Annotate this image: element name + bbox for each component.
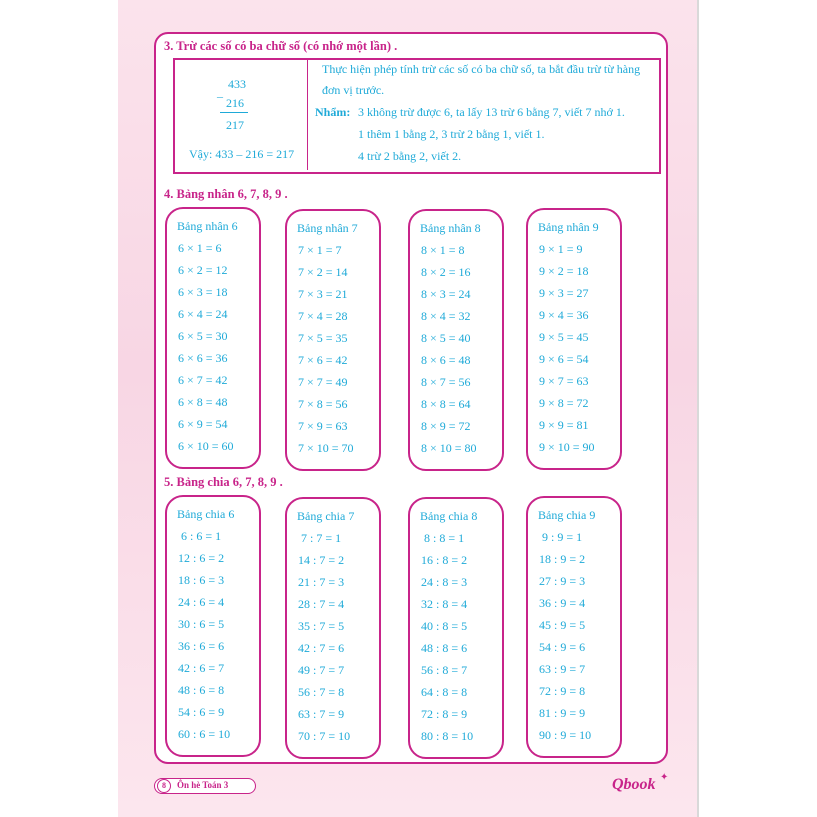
table-row: 9 × 1 = 9 — [539, 242, 583, 256]
multiplication-table-box — [165, 207, 261, 469]
calc-result: 217 — [226, 118, 244, 132]
table-row: 7 × 7 = 49 — [298, 375, 348, 389]
table-row: 49 : 7 = 7 — [298, 663, 345, 677]
table-row: 54 : 6 = 9 — [178, 705, 225, 719]
table-row: 8 × 2 = 16 — [421, 265, 471, 279]
table-row: 8 × 5 = 40 — [421, 331, 471, 345]
table-title: Bảng chia 9 — [538, 508, 596, 522]
division-table-box — [408, 497, 504, 759]
table-row: 9 × 10 = 90 — [539, 440, 595, 454]
table-row: 24 : 6 = 4 — [178, 595, 225, 609]
table-row: 6 × 2 = 12 — [178, 263, 228, 277]
table-title: Bảng nhân 8 — [420, 221, 481, 235]
table-row: 36 : 9 = 4 — [539, 596, 586, 610]
table-row: 42 : 6 = 7 — [178, 661, 225, 675]
table-row: 56 : 8 = 7 — [421, 663, 468, 677]
calc-underline — [220, 112, 248, 113]
table-row: 6 × 8 = 48 — [178, 395, 228, 409]
nham-label: Nhẩm: — [315, 105, 351, 119]
table-row: 48 : 8 = 6 — [421, 641, 468, 655]
qbook-logo: Qbook — [612, 776, 656, 793]
table-row: 9 × 4 = 36 — [539, 308, 589, 322]
division-table-box — [285, 497, 381, 759]
table-row: 16 : 8 = 2 — [421, 553, 468, 567]
table-row: 6 : 6 = 1 — [178, 529, 222, 543]
table-row: 8 × 3 = 24 — [421, 287, 471, 301]
table-row: 54 : 9 = 6 — [539, 640, 586, 654]
multiplication-table-box — [408, 209, 504, 471]
division-table-box — [165, 495, 261, 757]
table-row: 18 : 9 = 2 — [539, 552, 586, 566]
table-row: 8 × 10 = 80 — [421, 441, 477, 455]
table-row: 64 : 8 = 8 — [421, 685, 468, 699]
explain-line-4: 1 thêm 1 bằng 2, 3 trừ 2 bằng 1, viết 1. — [358, 127, 545, 141]
footer-tab — [154, 778, 256, 794]
calc-minuend: 433 — [228, 77, 246, 91]
table-row: 7 × 6 = 42 — [298, 353, 348, 367]
table-row: 7 × 1 = 7 — [298, 243, 342, 257]
table-title: Bảng nhân 7 — [297, 221, 358, 235]
table-row: 27 : 9 = 3 — [539, 574, 586, 588]
table-row: 42 : 7 = 6 — [298, 641, 345, 655]
calc-minus-sign: _ — [217, 85, 223, 99]
table-row: 8 × 1 = 8 — [421, 243, 465, 257]
table-row: 18 : 6 = 3 — [178, 573, 225, 587]
table-row: 8 : 8 = 1 — [421, 531, 465, 545]
subtraction-divider — [307, 60, 308, 170]
table-row: 8 × 7 = 56 — [421, 375, 471, 389]
table-row: 6 × 10 = 60 — [178, 439, 234, 453]
table-title: Bảng chia 6 — [177, 507, 235, 521]
explain-line-5: 4 trừ 2 bằng 2, viết 2. — [358, 149, 462, 163]
table-row: 9 × 3 = 27 — [539, 286, 589, 300]
section5-title: 5. Bảng chia 6, 7, 8, 9 . — [164, 475, 283, 489]
table-title: Bảng chia 8 — [420, 509, 478, 523]
table-row: 7 × 3 = 21 — [298, 287, 348, 301]
table-row: 9 × 9 = 81 — [539, 418, 589, 432]
table-row: 40 : 8 = 5 — [421, 619, 468, 633]
table-row: 30 : 6 = 5 — [178, 617, 225, 631]
table-row: 6 × 7 = 42 — [178, 373, 228, 387]
table-title: Bảng chia 7 — [297, 509, 355, 523]
table-row: 6 × 5 = 30 — [178, 329, 228, 343]
table-row: 28 : 7 = 4 — [298, 597, 345, 611]
section4-title: 4. Bảng nhân 6, 7, 8, 9 . — [164, 187, 288, 201]
page-edge — [697, 0, 699, 817]
table-row: 9 × 6 = 54 — [539, 352, 589, 366]
table-row: 72 : 9 = 8 — [539, 684, 586, 698]
table-row: 6 × 9 = 54 — [178, 417, 228, 431]
table-title: Bảng nhân 9 — [538, 220, 599, 234]
table-row: 72 : 8 = 9 — [421, 707, 468, 721]
table-row: 32 : 8 = 4 — [421, 597, 468, 611]
multiplication-table-box — [285, 209, 381, 471]
explain-line-2: đơn vị trước. — [322, 83, 385, 97]
table-row: 8 × 8 = 64 — [421, 397, 471, 411]
table-row: 9 × 7 = 63 — [539, 374, 589, 388]
table-row: 6 × 4 = 24 — [178, 307, 228, 321]
table-row: 7 × 10 = 70 — [298, 441, 354, 455]
table-row: 60 : 6 = 10 — [178, 727, 231, 741]
book-title: Ôn hè Toán 3 — [177, 780, 229, 790]
explain-line-3: 3 không trừ được 6, ta lấy 13 trừ 6 bằng 7, viết 7 nhớ 1. — [358, 105, 625, 119]
table-row: 8 × 9 = 72 — [421, 419, 471, 433]
table-row: 35 : 7 = 5 — [298, 619, 345, 633]
table-row: 9 × 8 = 72 — [539, 396, 589, 410]
explain-line-1: Thực hiện phép tính trừ các số có ba chữ số, ta bắt đầu trừ từ hàng — [322, 62, 641, 76]
table-row: 14 : 7 = 2 — [298, 553, 345, 567]
logo-star-icon: ✦ — [660, 772, 669, 783]
table-row: 6 × 1 = 6 — [178, 241, 222, 255]
table-row: 8 × 6 = 48 — [421, 353, 471, 367]
table-row: 21 : 7 = 3 — [298, 575, 345, 589]
table-row: 70 : 7 = 10 — [298, 729, 351, 743]
table-row: 9 × 5 = 45 — [539, 330, 589, 344]
table-row: 63 : 7 = 9 — [298, 707, 345, 721]
table-row: 9 : 9 = 1 — [539, 530, 583, 544]
table-row: 12 : 6 = 2 — [178, 551, 225, 565]
table-row: 56 : 7 = 8 — [298, 685, 345, 699]
table-title: Bảng nhân 6 — [177, 219, 238, 233]
section3-title: 3. Trừ các số có ba chữ số (có nhớ một lần) . — [164, 39, 398, 53]
table-row: 7 × 2 = 14 — [298, 265, 348, 279]
table-row: 7 × 4 = 28 — [298, 309, 348, 323]
page-number: 8 — [157, 779, 171, 793]
table-row: 24 : 8 = 3 — [421, 575, 468, 589]
calc-subtrahend: 216 — [226, 96, 244, 110]
table-row: 81 : 9 = 9 — [539, 706, 586, 720]
table-row: 7 × 8 = 56 — [298, 397, 348, 411]
table-row: 7 : 7 = 1 — [298, 531, 342, 545]
table-row: 7 × 9 = 63 — [298, 419, 348, 433]
table-row: 80 : 8 = 10 — [421, 729, 474, 743]
division-table-box — [526, 496, 622, 758]
calc-conclusion: Vậy: 433 – 216 = 217 — [189, 147, 295, 161]
table-row: 8 × 4 = 32 — [421, 309, 471, 323]
multiplication-table-box — [526, 208, 622, 470]
table-row: 90 : 9 = 10 — [539, 728, 592, 742]
table-row: 48 : 6 = 8 — [178, 683, 225, 697]
table-row: 6 × 6 = 36 — [178, 351, 228, 365]
table-row: 9 × 2 = 18 — [539, 264, 589, 278]
table-row: 36 : 6 = 6 — [178, 639, 225, 653]
table-row: 7 × 5 = 35 — [298, 331, 348, 345]
table-row: 45 : 9 = 5 — [539, 618, 586, 632]
table-row: 6 × 3 = 18 — [178, 285, 228, 299]
table-row: 63 : 9 = 7 — [539, 662, 586, 676]
